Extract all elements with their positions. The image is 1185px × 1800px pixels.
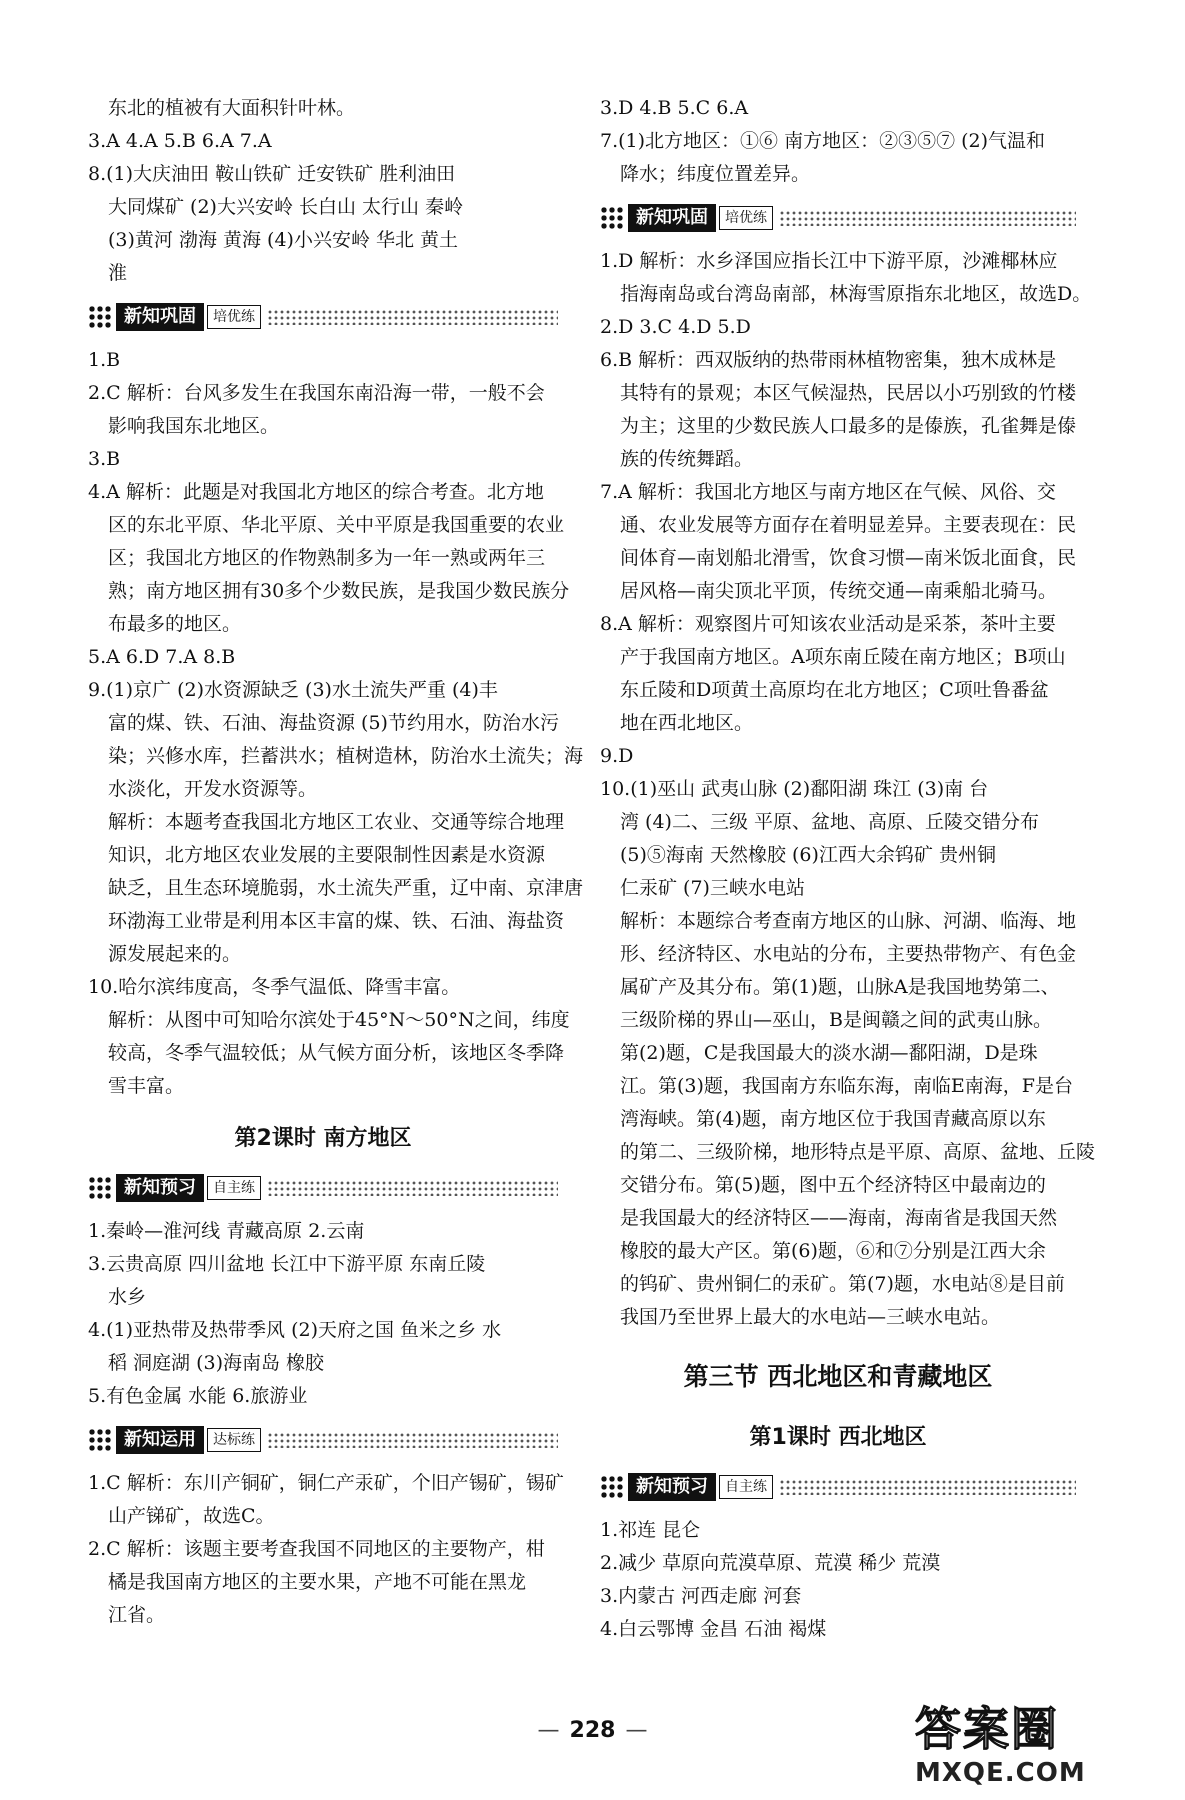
text-line: 4.A 解析：此题是对我国北方地区的综合考查。北方地	[88, 481, 544, 503]
left-column	[88, 92, 584, 1632]
text-line: 9.D	[600, 745, 634, 767]
text-line: 淮	[108, 262, 128, 284]
text-line: 6.B 解析：西双版纳的热带雨林植物密集，独木成林是	[600, 349, 1057, 371]
text-line: 7.A 解析：我国北方地区与南方地区在气候、风俗、交	[600, 481, 1056, 503]
text-line: 东丘陵和D项黄土高原均在北方地区；C项吐鲁番盆	[620, 679, 1049, 701]
text-line: 5.A 6.D 7.A 8.B	[88, 646, 236, 668]
section-banner	[600, 1470, 1076, 1504]
text-line: 地在西北地区。	[620, 712, 754, 734]
text-line: 江。第(3)题，我国南方东临东海，南临E南海，F是台	[620, 1075, 1073, 1097]
banner-title: 新知预习	[628, 1473, 716, 1501]
text-line: (5)⑤海南 天然橡胶 (6)江西大余钨矿 贵州铜	[620, 844, 996, 866]
text-line: 4.白云鄂博 金昌 石油 褐煤	[600, 1618, 827, 1640]
text-line: 第(2)题，C是我国最大的淡水湖—鄱阳湖，D是珠	[620, 1042, 1038, 1064]
text-line: 湾 (4)二、三级 平原、盆地、高原、丘陵交错分布	[620, 811, 1039, 833]
text-line: 通、农业发展等方面存在着明显差异。主要表现在：民	[620, 514, 1077, 536]
text-line: 2.D 3.C 4.D 5.D	[600, 316, 751, 338]
text-line: 的第二、三级阶梯，地形特点是平原、高原、盆地、丘陵	[620, 1141, 1096, 1163]
text-line: 环渤海工业带是利用本区丰富的煤、铁、石油、海盐资	[108, 910, 565, 932]
text-line: 湾海峡。第(4)题，南方地区位于我国青藏高原以东	[620, 1108, 1046, 1130]
text-line: 产于我国南方地区。A项东南丘陵在南方地区；B项山	[620, 646, 1066, 668]
text-line: 解析：从图中可知哈尔滨处于45°N～50°N之间，纬度	[108, 1009, 570, 1031]
text-line: 3.A 4.A 5.B 6.A 7.A	[88, 130, 272, 152]
watermark-main: 答案圈	[915, 1702, 1059, 1756]
banner-tag: 培优练	[719, 206, 773, 230]
text-line: 为主；这里的少数民族人口最多的是傣族，孔雀舞是傣	[620, 415, 1077, 437]
text-line: 10.哈尔滨纬度高，冬季气温低、降雪丰富。	[88, 976, 461, 998]
text-line: 知识，北方地区农业发展的主要限制性因素是水资源	[108, 844, 546, 866]
text-line: 9.(1)京广 (2)水资源缺乏 (3)水土流失严重 (4)丰	[88, 679, 498, 701]
section-banner	[88, 1171, 558, 1205]
text-line: 山产锑矿，故选C。	[108, 1505, 275, 1527]
text-line: 是我国最大的经济特区——海南，海南省是我国天然	[620, 1207, 1058, 1229]
text-line: 仁汞矿 (7)三峡水电站	[620, 877, 805, 899]
dotted-rule	[267, 309, 558, 325]
page-number-text: 228	[569, 1718, 616, 1743]
text-line: 1.D 解析：水乡泽国应指长江中下游平原，沙滩椰林应	[600, 250, 1058, 272]
text-line: 区的东北平原、华北平原、关中平原是我国重要的农业	[108, 514, 565, 536]
text-line: 较高，冬季气温较低；从气候方面分析，该地区冬季降	[108, 1042, 565, 1064]
text-line: 4.(1)亚热带及热带季风 (2)天府之国 鱼米之乡 水	[88, 1319, 502, 1341]
text-line: 橡胶的最大产区。第(6)题，⑥和⑦分别是江西大余	[620, 1240, 1046, 1262]
text-line: 2.C 解析：该题主要考查我国不同地区的主要物产，柑	[88, 1538, 545, 1560]
text-line: 东北的植被有大面积针叶林。	[108, 97, 356, 119]
text-line: 居风格—南尖顶北平顶，传统交通—南乘船北骑马。	[620, 580, 1058, 602]
dot-grid-icon	[88, 305, 112, 329]
text-line: 水淡化，开发水资源等。	[108, 778, 318, 800]
watermark-sub: MXQE.COM	[915, 1758, 1086, 1788]
banner-title: 新知运用	[116, 1426, 204, 1454]
banner-tag: 培优练	[207, 305, 261, 329]
text-line: 区；我国北方地区的作物熟制多为一年一熟或两年三	[108, 547, 546, 569]
dotted-rule	[779, 1479, 1076, 1495]
lesson-heading: 第2课时 南方地区	[234, 1126, 412, 1151]
lesson-heading: 第1课时 西北地区	[749, 1425, 927, 1450]
text-line: 我国乃至世界上最大的水电站—三峡水电站。	[620, 1306, 1001, 1328]
text-line: 交错分布。第(5)题，图中五个经济特区中最南边的	[620, 1174, 1046, 1196]
text-line: 大同煤矿 (2)大兴安岭 长白山 太行山 秦岭	[108, 196, 464, 218]
text-line: 雪丰富。	[108, 1075, 185, 1097]
right-top-answers	[600, 92, 1076, 191]
banner-tag: 自主练	[207, 1176, 261, 1200]
chapter-heading: 第三节 西北地区和青藏地区	[683, 1362, 993, 1391]
dotted-rule	[267, 1180, 558, 1196]
watermark-logo	[915, 1700, 1170, 1795]
page-number: — 228 —	[537, 1718, 648, 1743]
text-line: 1.C 解析：东川产铜矿，铜仁产汞矿，个旧产锡矿，锡矿	[88, 1472, 564, 1494]
text-line: 7.(1)北方地区：①⑥ 南方地区：②③⑤⑦ (2)气温和	[600, 130, 1046, 152]
text-line: 形、经济特区、水电站的分布，主要热带物产、有色金	[620, 943, 1077, 965]
right-consolidate-answers	[600, 245, 1096, 1334]
text-line: 染；兴修水库，拦蓄洪水；植树造林，防治水土流失；海	[108, 745, 584, 767]
section-banner	[600, 201, 1076, 235]
dotted-rule	[779, 210, 1076, 226]
text-line: 指海南岛或台湾岛南部，林海雪原指东北地区，故选D。	[620, 283, 1092, 305]
section-banner	[88, 1423, 558, 1457]
text-line: (3)黄河 渤海 黄海 (4)小兴安岭 华北 黄土	[108, 229, 459, 251]
text-line: 稻 洞庭湖 (3)海南岛 橡胶	[108, 1352, 325, 1374]
text-line: 橘是我国南方地区的主要水果，产地不可能在黑龙	[108, 1571, 527, 1593]
text-line: 的钨矿、贵州铜仁的汞矿。第(7)题，水电站⑧是目前	[620, 1273, 1065, 1295]
left-top-answers	[88, 92, 558, 290]
text-line: 2.C 解析：台风多发生在我国东南沿海一带，一般不会	[88, 382, 545, 404]
text-line: 影响我国东北地区。	[108, 415, 280, 437]
text-line: 10.(1)巫山 武夷山脉 (2)鄱阳湖 珠江 (3)南 台	[600, 778, 989, 800]
left-preview-answers	[88, 1215, 558, 1413]
text-line: 解析：本题综合考查南方地区的山脉、河湖、临海、地	[620, 910, 1077, 932]
text-line: 3.内蒙古 河西走廊 河套	[600, 1585, 802, 1607]
text-line: 族的传统舞蹈。	[620, 448, 754, 470]
left-apply-answers	[88, 1467, 564, 1632]
text-line: 三级阶梯的界山—巫山，B是闽赣之间的武夷山脉。	[620, 1009, 1052, 1031]
text-line: 水乡	[108, 1286, 147, 1308]
text-line: 熟；南方地区拥有30多个少数民族，是我国少数民族分	[108, 580, 570, 602]
text-line: 3.D 4.B 5.C 6.A	[600, 97, 749, 119]
text-line: 富的煤、铁、石油、海盐资源 (5)节约用水，防治水污	[108, 712, 559, 734]
text-line: 缺乏，且生态环境脆弱，水土流失严重，辽中南、京津唐	[108, 877, 584, 899]
text-line: 间体育—南划船北滑雪，饮食习惯—南米饭北面食，民	[620, 547, 1077, 569]
text-line: 3.B	[88, 448, 121, 470]
text-line: 5.有色金属 水能 6.旅游业	[88, 1385, 308, 1407]
text-line: 江省。	[108, 1604, 166, 1626]
dot-grid-icon	[88, 1176, 112, 1200]
banner-title: 新知巩固	[628, 204, 716, 232]
text-line: 1.秦岭—淮河线 青藏高原 2.云南	[88, 1220, 365, 1242]
text-line: 1.B	[88, 349, 121, 371]
text-line: 属矿产及其分布。第(1)题，山脉A是我国地势第二、	[620, 976, 1060, 998]
banner-tag: 达标练	[207, 1428, 261, 1452]
text-line: 3.云贵高原 四川盆地 长江中下游平原 东南丘陵	[88, 1253, 486, 1275]
right-column	[600, 92, 1096, 1646]
dot-grid-icon	[88, 1428, 112, 1452]
section-banner	[88, 300, 558, 334]
text-line: 其特有的景观；本区气候湿热，民居以小巧别致的竹楼	[620, 382, 1077, 404]
right-preview-answers	[600, 1514, 1076, 1646]
text-line: 布最多的地区。	[108, 613, 242, 635]
dotted-rule	[267, 1432, 558, 1448]
banner-tag: 自主练	[719, 1475, 773, 1499]
banner-title: 新知巩固	[116, 303, 204, 331]
dot-grid-icon	[600, 1475, 624, 1499]
text-line: 1.祁连 昆仑	[600, 1519, 701, 1541]
text-line: 降水；纬度位置差异。	[620, 163, 811, 185]
text-line: 2.减少 草原向荒漠草原、荒漠 稀少 荒漠	[600, 1552, 941, 1574]
banner-title: 新知预习	[116, 1174, 204, 1202]
text-line: 8.A 解析：观察图片可知该农业活动是采茶，茶叶主要	[600, 613, 1056, 635]
text-line: 8.(1)大庆油田 鞍山铁矿 迁安铁矿 胜利油田	[88, 163, 456, 185]
text-line: 源发展起来的。	[108, 943, 242, 965]
left-consolidate-answers	[88, 344, 584, 1103]
text-line: 解析：本题考查我国北方地区工农业、交通等综合地理	[108, 811, 565, 833]
dot-grid-icon	[600, 206, 624, 230]
